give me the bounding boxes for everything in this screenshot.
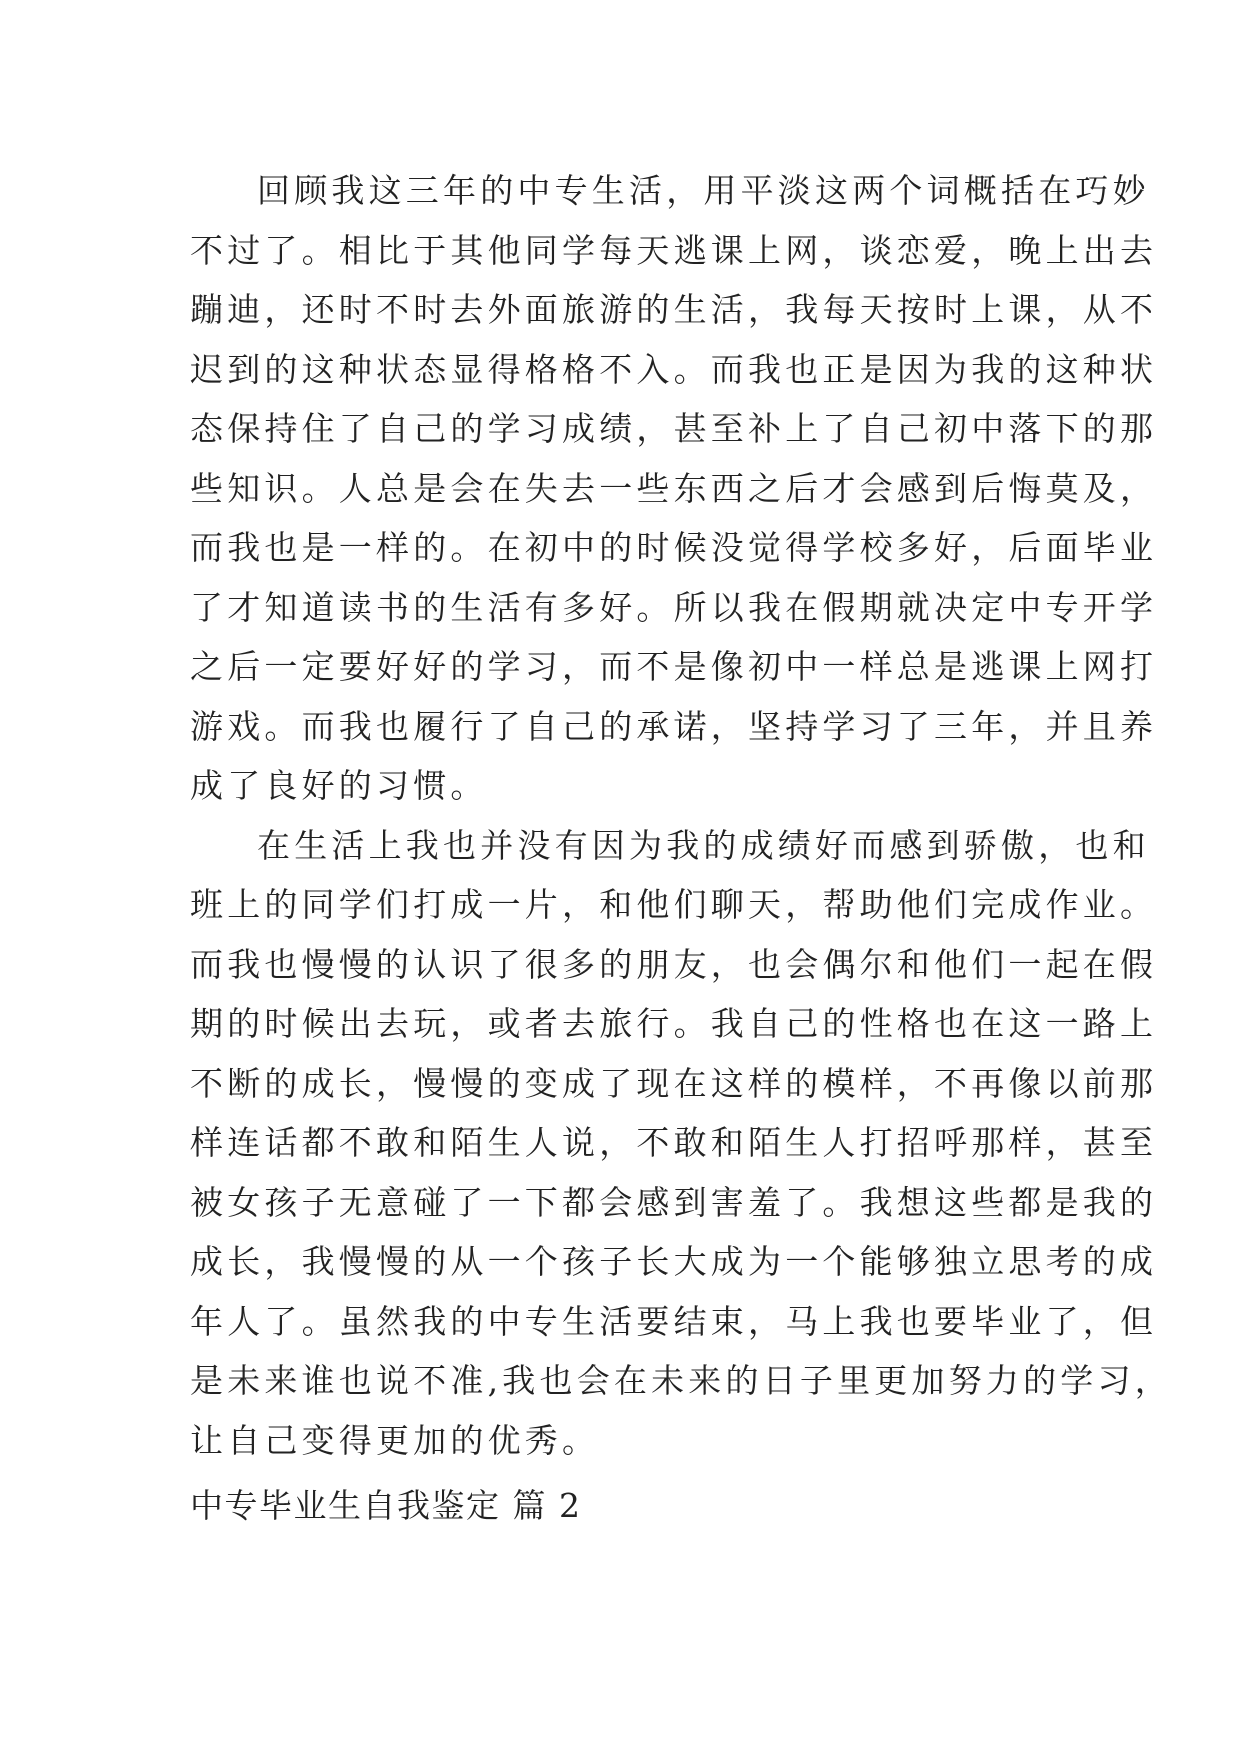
paragraph-line: 不断的成长，慢慢的变成了现在这样的模样，不再像以前那	[190, 1063, 1158, 1103]
paragraph-line: 样连话都不敢和陌生人说，不敢和陌生人打招呼那样，甚至	[190, 1123, 1158, 1162]
paragraph-line: 了才知道读书的生活有多好。所以我在假期就决定中专开学	[190, 587, 1158, 627]
paragraph-line: 是未来谁也说不准,我也会在未来的日子里更加努力的学习，	[190, 1361, 1172, 1400]
paragraph-line: 成长，我慢慢的从一个孩子长大成为一个能够独立思考的成	[190, 1242, 1158, 1281]
paragraph-line: 迟到的这种状态显得格格不入。而我也正是因为我的这种状	[190, 349, 1158, 389]
body-text	[190, 161, 1172, 1470]
paragraph-line: 不过了。相比于其他同学每天逃课上网，谈恋爱，晚上出去	[190, 230, 1158, 270]
paragraph-line: 而我也慢慢的认识了很多的朋友，也会偶尔和他们一起在假	[190, 944, 1158, 984]
paragraph-line: 成了良好的习惯。	[190, 766, 488, 805]
paragraph-2	[190, 816, 1172, 1471]
paragraph-line: 些知识。人总是会在失去一些东西之后才会感到后悔莫及，	[190, 468, 1158, 508]
paragraph-line: 被女孩子无意碰了一下都会感到害羞了。我想这些都是我的	[190, 1182, 1158, 1222]
paragraph-line: 而我也是一样的。在初中的时候没觉得学校多好，后面毕业	[190, 528, 1158, 567]
paragraph-line: 班上的同学们打成一片，和他们聊天，帮助他们完成作业。	[190, 885, 1158, 924]
paragraph-line: 年人了。虽然我的中专生活要结束，马上我也要毕业了，但	[190, 1301, 1158, 1341]
section-heading: 中专毕业生自我鉴定 篇 2	[190, 1486, 582, 1525]
paragraph-line: 回顾我这三年的中专生活，用平淡这两个词概括在巧妙	[257, 171, 1150, 210]
paragraph-line: 在生活上我也并没有因为我的成绩好而感到骄傲，也和	[257, 825, 1150, 865]
paragraph-line: 期的时候出去玩，或者去旅行。我自己的性格也在这一路上	[190, 1004, 1158, 1043]
paragraph-line: 游戏。而我也履行了自己的承诺，坚持学习了三年，并且养	[190, 706, 1158, 746]
paragraph-line: 之后一定要好好的学习，而不是像初中一样总是逃课上网打	[190, 647, 1158, 686]
paragraph-line: 蹦迪，还时不时去外面旅游的生活，我每天按时上课，从不	[190, 290, 1158, 329]
paragraph-1	[190, 161, 1158, 816]
paragraph-line: 让自己变得更加的优秀。	[190, 1420, 600, 1460]
paragraph-line: 态保持住了自己的学习成绩，甚至补上了自己初中落下的那	[190, 409, 1158, 448]
